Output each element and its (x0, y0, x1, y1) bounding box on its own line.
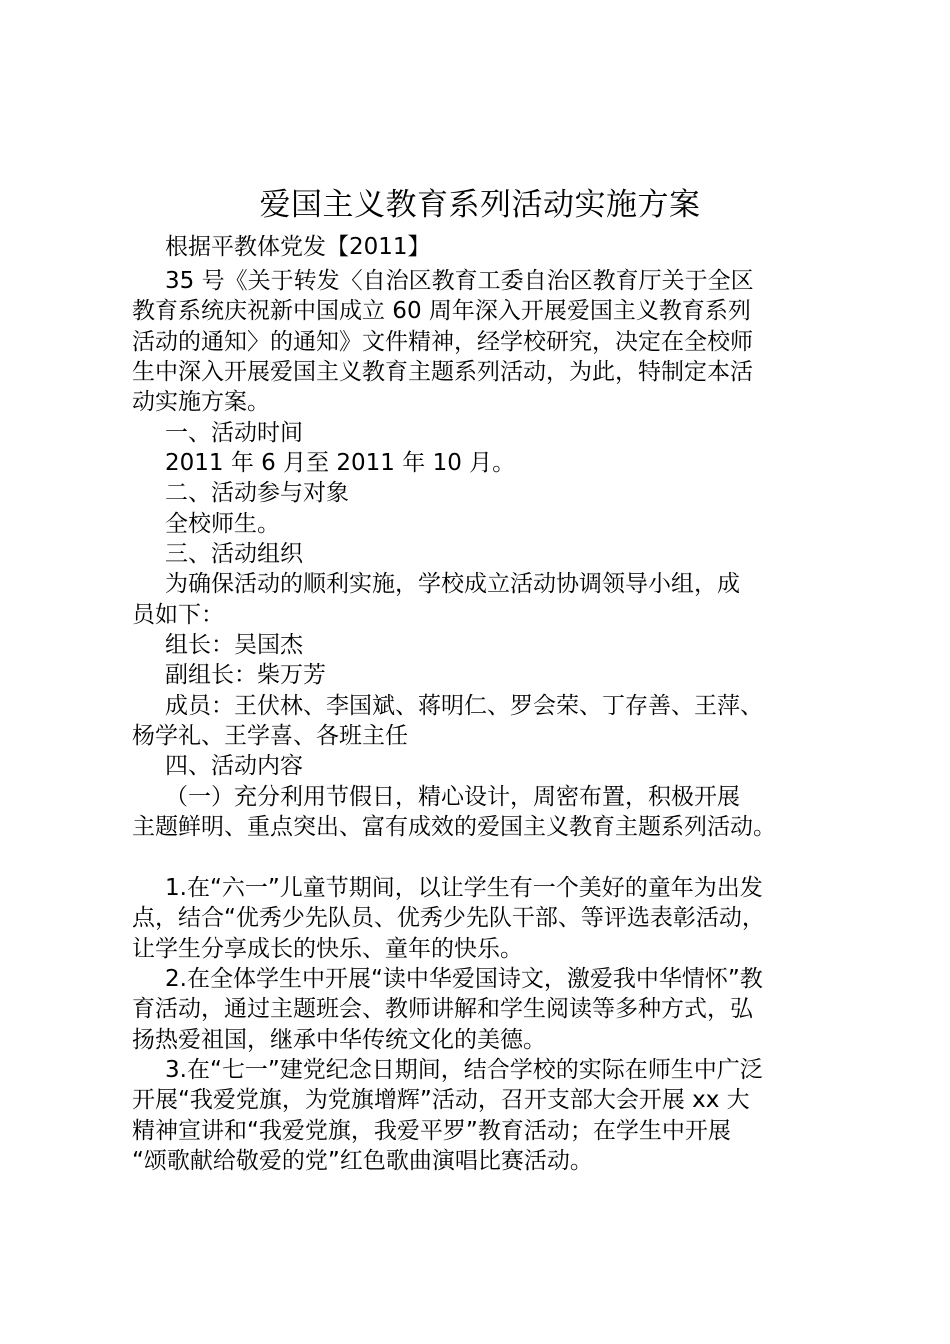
content-item-one: （一）充分利用节假日，精心设计，周密布置，积极开展 (165, 784, 740, 810)
section-heading-participants: 二、活动参与对象 (165, 480, 349, 506)
paragraph-line-basis-5: 生中深入开展爱国主义教育主题系列活动，为此，特制定本活 (132, 359, 753, 385)
deputy-group-leader: 副组长：柴万芳 (165, 662, 326, 688)
organization-text: 为确保活动的顺利实施，学校成立活动协调领导小组，成 (165, 571, 740, 597)
participants-text: 全校师生。 (165, 511, 280, 537)
section-heading-content: 四、活动内容 (165, 753, 303, 779)
content-point-2-2: 育活动，通过主题班会、教师讲解和学生阅读等多种方式，弘 (132, 996, 753, 1022)
paragraph-line-basis-3: 教育系统庆祝新中国成立 60 周年深入开展爱国主义教育系列 (132, 298, 751, 324)
content-point-1: 1.在“六一”儿童节期间，以让学生有一个美好的童年为出发 (165, 875, 763, 901)
document-title: 爱国主义教育系列活动实施方案 (259, 187, 701, 223)
content-point-3-4: “颂歌献给敬爱的党”红色歌曲演唱比赛活动。 (132, 1148, 593, 1174)
section-heading-time: 一、活动时间 (165, 420, 303, 446)
content-point-1-2: 点，结合“优秀少先队员、优秀少先队干部、等评选表彰活动， (132, 905, 765, 931)
content-point-2: 2.在全体学生中开展“读中华爱国诗文，激爱我中华情怀”教 (165, 966, 763, 992)
paragraph-line-basis-2: 35 号《关于转发〈自治区教育工委自治区教育厅关于全区 (165, 268, 754, 294)
section-heading-organization: 三、活动组织 (165, 541, 303, 567)
content-item-one-2: 主题鲜明、重点突出、富有成效的爱国主义教育主题系列活动。 (132, 814, 776, 840)
group-leader: 组长：吴国杰 (165, 632, 303, 658)
paragraph-line-basis: 根据平教体党发【2011】 (165, 234, 431, 260)
activity-time-text: 2011 年 6 月至 2011 年 10 月。 (165, 450, 516, 476)
group-members-2: 杨学礼、王学喜、各班主任 (132, 723, 408, 749)
paragraph-line-basis-6: 动实施方案。 (132, 389, 270, 415)
organization-text-2: 员如下： (132, 602, 224, 628)
content-point-1-3: 让学生分享成长的快乐、童年的快乐。 (132, 936, 523, 962)
paragraph-line-basis-4: 活动的通知〉的通知》文件精神，经学校研究，决定在全校师 (132, 329, 753, 355)
content-point-3-3: 精神宣讲和“我爱党旗，我爱平罗”教育活动；在学生中开展 (132, 1118, 731, 1144)
group-members: 成员：王伏林、李国斌、蒋明仁、罗会荣、丁存善、王萍、 (165, 693, 763, 719)
content-point-3: 3.在“七一”建党纪念日期间，结合学校的实际在师生中广泛 (165, 1057, 763, 1083)
content-point-3-2: 开展“我爱党旗，为党旗增辉”活动，召开支部大会开展 xx 大 (132, 1087, 750, 1113)
content-point-2-3: 扬热爱祖国，继承中华传统文化的美德。 (132, 1027, 546, 1053)
